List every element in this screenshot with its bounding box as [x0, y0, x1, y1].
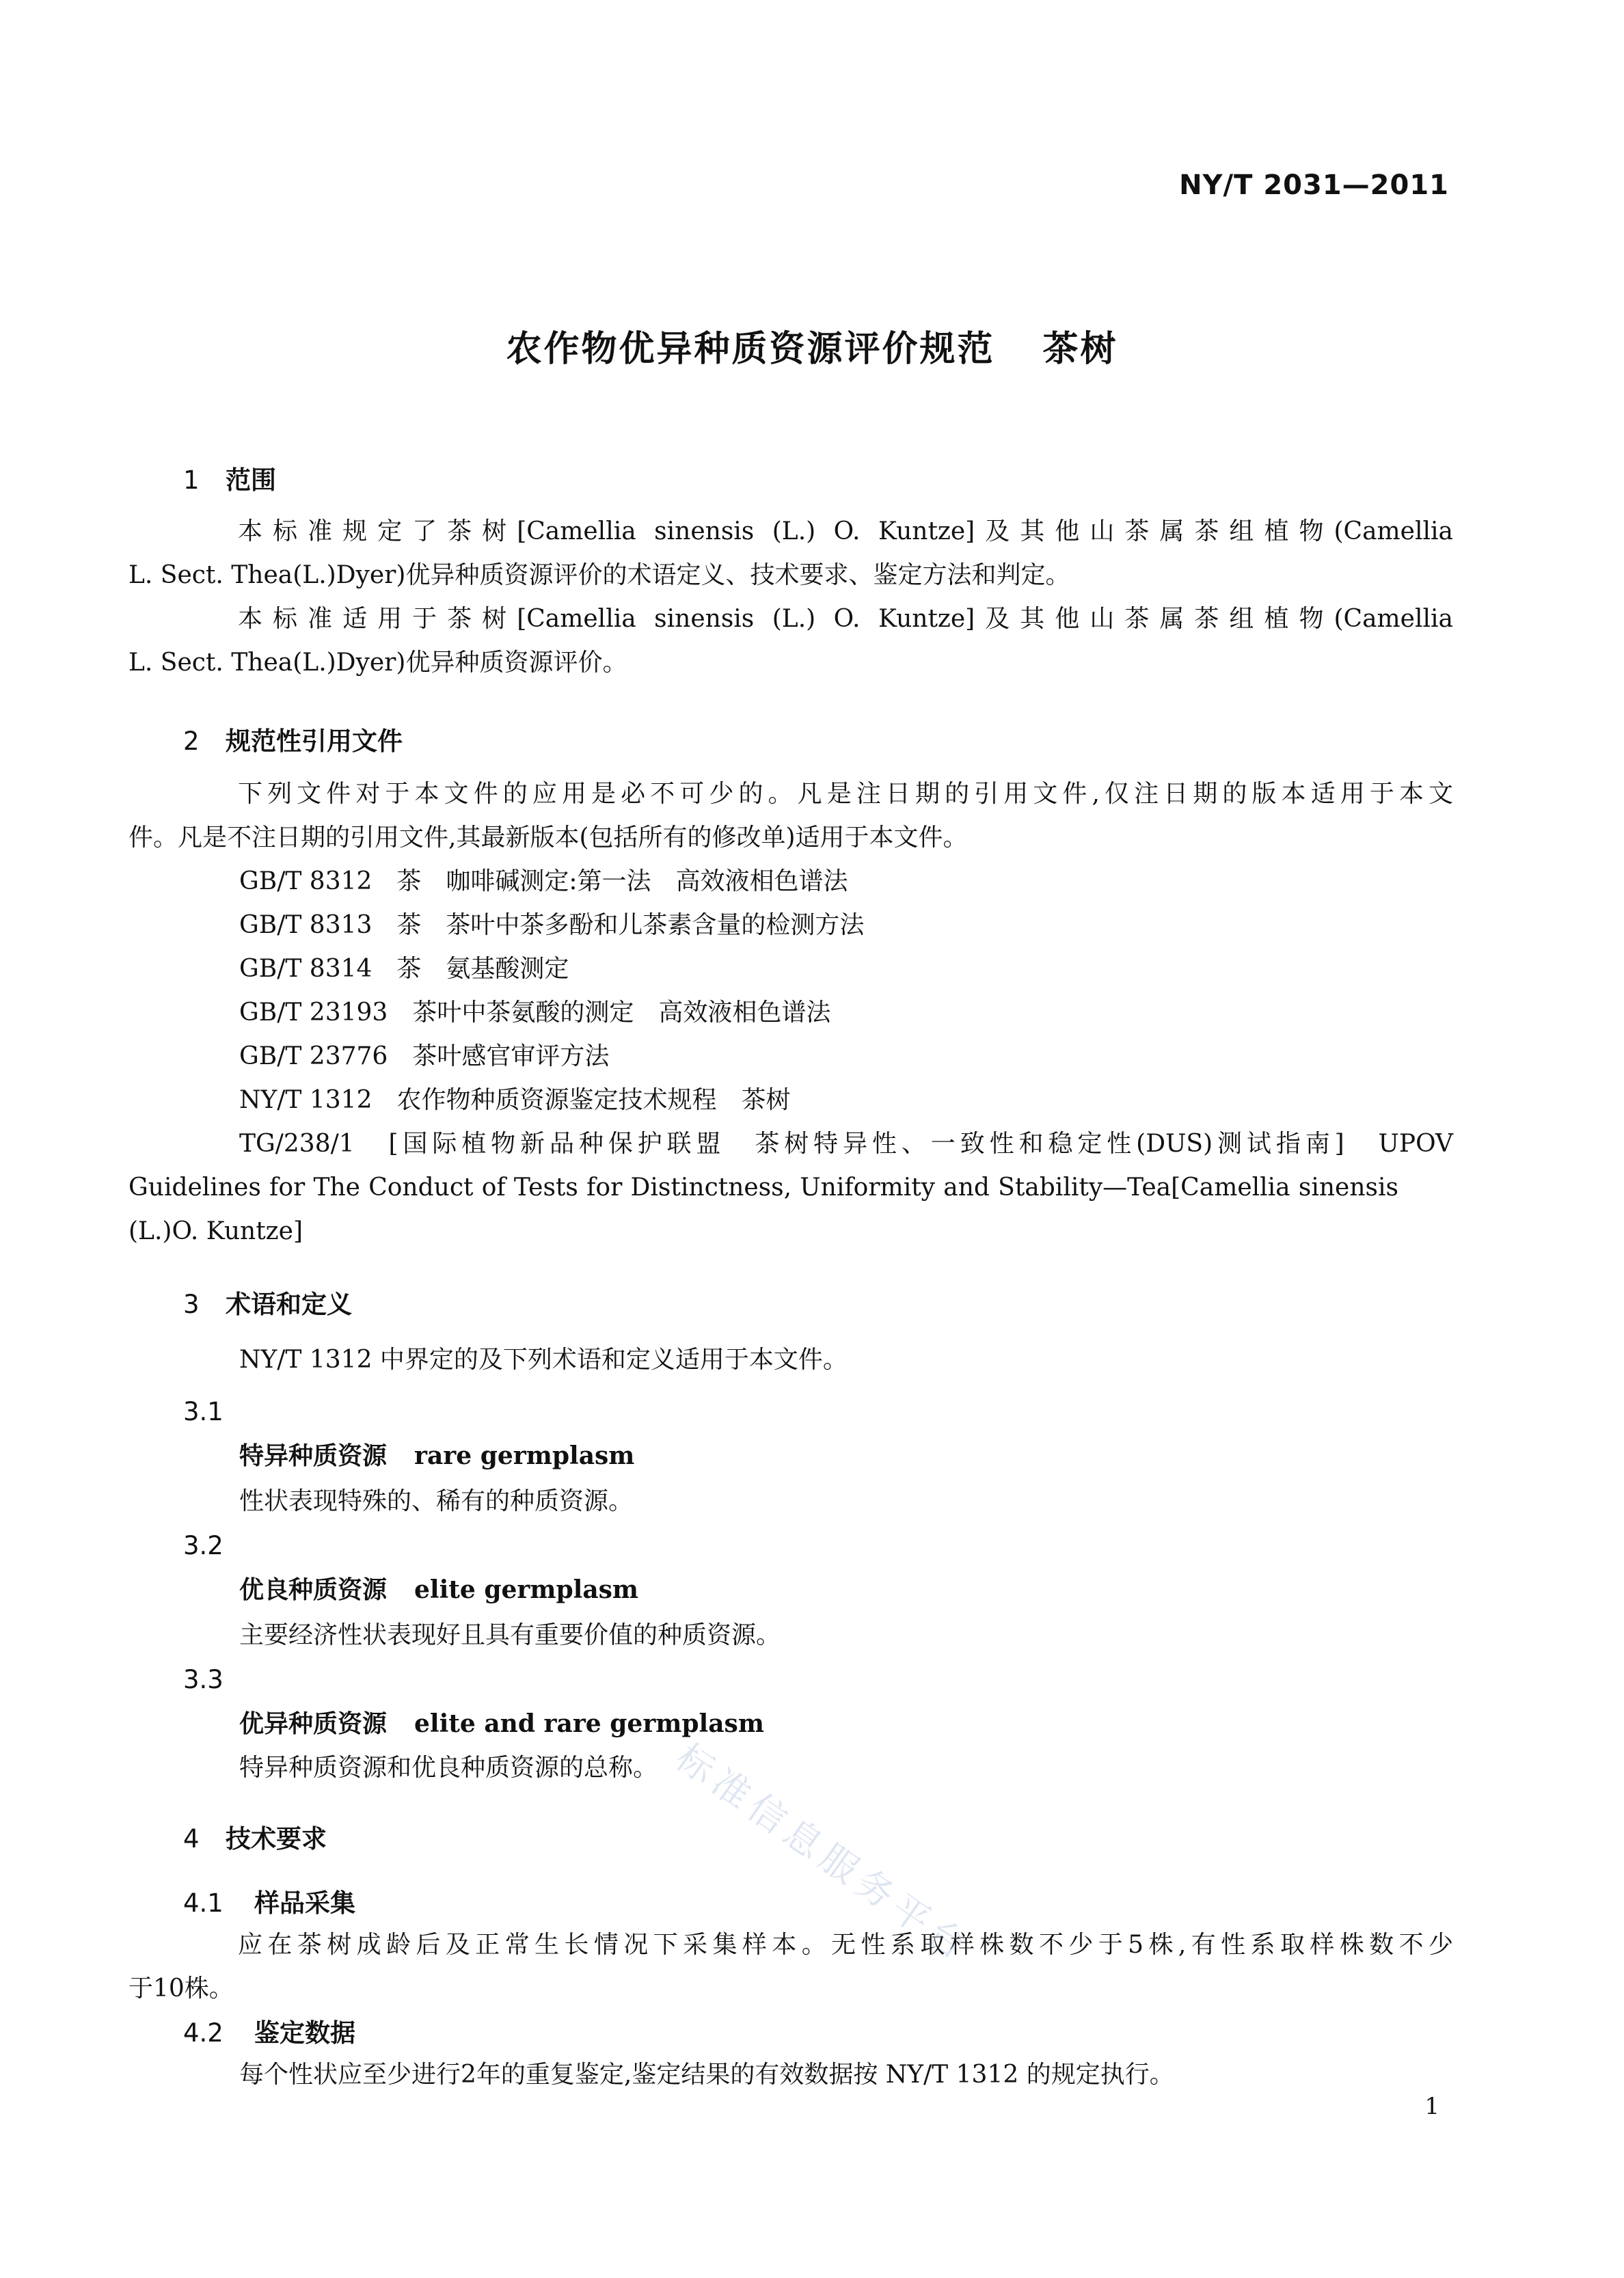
data-paragraph: 每个性状应至少进行2年的重复鉴定,鉴定结果的有效数据按 NY/T 1312 的规定执行。 [239, 2061, 1174, 2089]
section-number: 1 [183, 465, 200, 495]
subsection-number: 4.2 [183, 2018, 224, 2048]
subsection-number: 4.1 [183, 1888, 224, 1918]
text-line: 件。凡是不注日期的引用文件,其最新版本(包括所有的修改单)适用于本文件。 [128, 824, 968, 852]
term-entry [239, 1705, 764, 1739]
terms-intro: NY/T 1312 中界定的及下列术语和定义适用于本文件。 [239, 1346, 848, 1374]
term-definition: 主要经济性状表现好且具有重要价值的种质资源。 [239, 1621, 781, 1649]
section-title: 术语和定义 [226, 1290, 352, 1319]
term-english: elite germplasm [414, 1575, 639, 1604]
sampling-paragraph [128, 1923, 1453, 2011]
term-english: elite and rare germplasm [414, 1709, 764, 1738]
document-title [0, 320, 1624, 371]
text-line: 应在茶树成龄后及正常生长情况下采集样本。无性系取样株数不少于5株,有性系取样株数不少 [238, 1931, 1453, 1959]
reference-item: GB/T 23193 茶叶中茶氨酸的测定 高效液相色谱法 [239, 999, 831, 1027]
section-2-heading [183, 720, 403, 757]
section-title: 规范性引用文件 [226, 727, 403, 756]
scope-paragraph-2 [128, 597, 1453, 685]
term-definition: 特异种质资源和优良种质资源的总称。 [239, 1754, 658, 1782]
page-number: 1 [1424, 2093, 1439, 2120]
scope-paragraph-1 [128, 510, 1453, 597]
subsection-4-1-heading [183, 1882, 355, 1919]
subsection-title: 鉴定数据 [254, 2018, 355, 2048]
text-line: 于10株。 [128, 1975, 234, 2003]
text-line: Guidelines for The Conduct of Tests for Distinctness, Uniformity and Stability—Tea[Camellia sinensis [128, 1174, 1398, 1202]
term-definition: 性状表现特殊的、稀有的种质资源。 [239, 1487, 634, 1515]
reference-item: GB/T 8312 茶 咖啡碱测定:第一法 高效液相色谱法 [239, 867, 848, 895]
section-4-heading [183, 1818, 327, 1855]
reference-item: GB/T 8314 茶 氨基酸测定 [239, 955, 569, 983]
reference-item: GB/T 23776 茶叶感官审评方法 [239, 1042, 610, 1070]
section-title: 技术要求 [226, 1824, 327, 1854]
text-line: (L.)O. Kuntze] [128, 1217, 303, 1245]
subsection-4-2-heading [183, 2012, 355, 2049]
clause-number: 3.3 [183, 1665, 224, 1694]
section-title: 范围 [226, 465, 276, 495]
text-line: 本标准适用于茶树[Camellia sinensis (L.) O. Kuntze]及其他山茶属茶组植物(Camellia [238, 605, 1453, 633]
reference-item-upov [128, 1122, 1453, 1253]
section-3-heading [183, 1284, 352, 1320]
section-1-heading [183, 459, 276, 496]
standard-number: NY/T 2031—2011 [1179, 170, 1449, 201]
section-number: 2 [183, 727, 200, 756]
text-line: L. Sect. Thea(L.)Dyer)优异种质资源评价。 [128, 649, 627, 677]
section-number: 4 [183, 1824, 200, 1854]
references-intro [128, 772, 1453, 860]
title-main: 农作物优异种质资源评价规范 [506, 329, 995, 370]
text-line: TG/238/1 [国际植物新品种保护联盟 茶树特异性、一致性和稳定性(DUS)测试指南] UPOV [239, 1130, 1453, 1158]
term-entry [239, 1571, 638, 1605]
watermark: 标准信息服务平台 [668, 1735, 980, 1972]
clause-number: 3.2 [183, 1531, 224, 1560]
term-chinese: 优良种质资源 [239, 1575, 388, 1604]
title-crop: 茶树 [1042, 329, 1118, 370]
subsection-title: 样品采集 [254, 1888, 355, 1918]
reference-item: GB/T 8313 茶 茶叶中茶多酚和儿茶素含量的检测方法 [239, 911, 865, 939]
term-english: rare germplasm [414, 1441, 635, 1470]
term-entry [239, 1437, 634, 1472]
text-line: 本标准规定了茶树[Camellia sinensis (L.) O. Kuntze]及其他山茶属茶组植物(Camellia [238, 517, 1453, 545]
clause-number: 3.1 [183, 1397, 224, 1426]
text-line: 下列文件对于本文件的应用是必不可少的。凡是注日期的引用文件,仅注日期的版本适用于本文 [238, 780, 1453, 808]
term-chinese: 优异种质资源 [239, 1709, 388, 1738]
reference-item: NY/T 1312 农作物种质资源鉴定技术规程 茶树 [239, 1086, 791, 1114]
section-number: 3 [183, 1290, 200, 1319]
term-chinese: 特异种质资源 [239, 1441, 388, 1470]
text-line: L. Sect. Thea(L.)Dyer)优异种质资源评价的术语定义、技术要求、鉴定方法和判定。 [128, 561, 1070, 589]
